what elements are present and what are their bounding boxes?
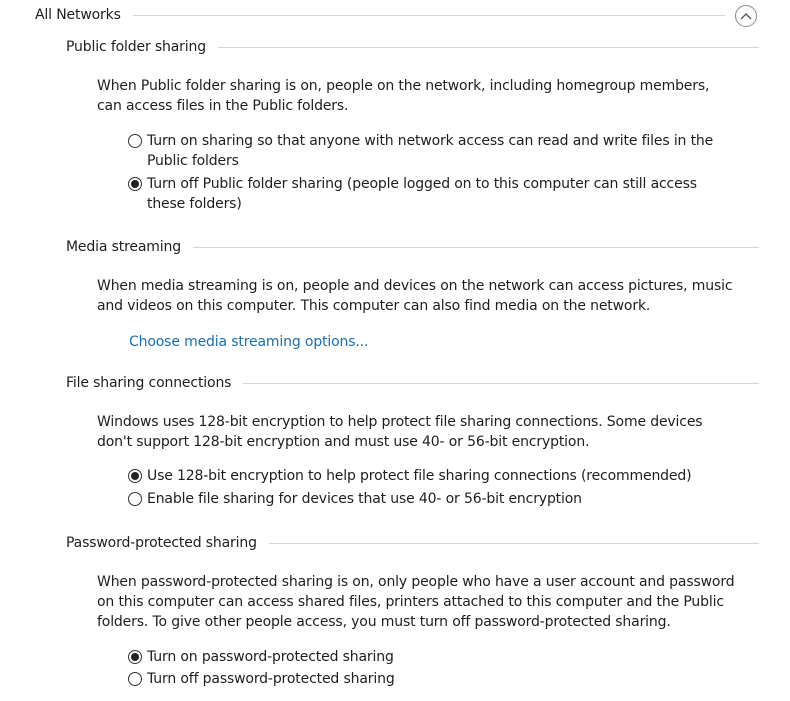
collapse-all-networks-button[interactable]: [735, 5, 757, 27]
file-sharing-description: Windows uses 128-bit encryption to help protect file sharing connections. Some devices don't support 128-bit encryption and must use 40- or 56-bit encryption.: [97, 414, 703, 450]
choose-media-streaming-options-link[interactable]: Choose media streaming options...: [129, 334, 369, 350]
password-sharing-option-turn-off[interactable]: [128, 669, 748, 689]
password-sharing-option-turn-on[interactable]: [128, 647, 748, 667]
public-folder-sharing-header: [66, 37, 759, 57]
radio-label: Turn on password-protected sharing: [147, 649, 394, 665]
password-protected-sharing-title: Password-protected sharing: [66, 535, 257, 551]
radio-button-checked[interactable]: [128, 469, 142, 483]
radio-label: Turn off password-protected sharing: [147, 671, 395, 687]
all-networks-divider: [133, 15, 725, 16]
password-protected-sharing-divider: [269, 543, 759, 544]
public-folder-option-turn-off[interactable]: [128, 174, 738, 214]
password-protected-sharing-header: [66, 533, 759, 553]
radio-button[interactable]: [128, 134, 142, 148]
public-folder-description: When Public folder sharing is on, people on the network, including homegroup members, can access files in the Public folders.: [97, 78, 710, 114]
radio-label: Turn on sharing so that anyone with network access can read and write files in the Public folders: [147, 133, 714, 169]
radio-label: Enable file sharing for devices that use 40- or 56-bit encryption: [147, 491, 582, 507]
file-sharing-connections-header: [66, 373, 759, 393]
radio-button[interactable]: [128, 672, 142, 686]
radio-label: Turn off Public folder sharing (people logged on to this computer can still access these folders): [147, 176, 697, 212]
password-sharing-description: When password-protected sharing is on, only people who have a user account and password on this computer can access shared files, printers attached to this computer and the Public folders. To give other people access, you must turn off password-protected sharing.: [97, 574, 735, 630]
radio-button-checked[interactable]: [128, 177, 142, 191]
file-sharing-option-128-bit[interactable]: [128, 466, 748, 486]
chevron-up-icon: [740, 12, 752, 20]
media-streaming-description: When media streaming is on, people and devices on the network can access pictures, music and videos on this computer. This computer can also find media on the network.: [97, 278, 733, 314]
radio-button-checked[interactable]: [128, 650, 142, 664]
public-folder-sharing-divider: [218, 47, 759, 48]
all-networks-title: All Networks: [35, 7, 121, 23]
radio-label: Use 128-bit encryption to help protect file sharing connections (recommended): [147, 468, 692, 484]
radio-button[interactable]: [128, 492, 142, 506]
public-folder-option-turn-on[interactable]: [128, 131, 738, 171]
public-folder-sharing-title: Public folder sharing: [66, 39, 206, 55]
media-streaming-title: Media streaming: [66, 239, 181, 255]
all-networks-header: [35, 5, 725, 25]
media-streaming-header: [66, 237, 759, 257]
file-sharing-connections-title: File sharing connections: [66, 375, 232, 391]
file-sharing-option-40-56-bit[interactable]: [128, 489, 748, 509]
media-streaming-divider: [193, 247, 759, 248]
file-sharing-connections-divider: [243, 383, 759, 384]
